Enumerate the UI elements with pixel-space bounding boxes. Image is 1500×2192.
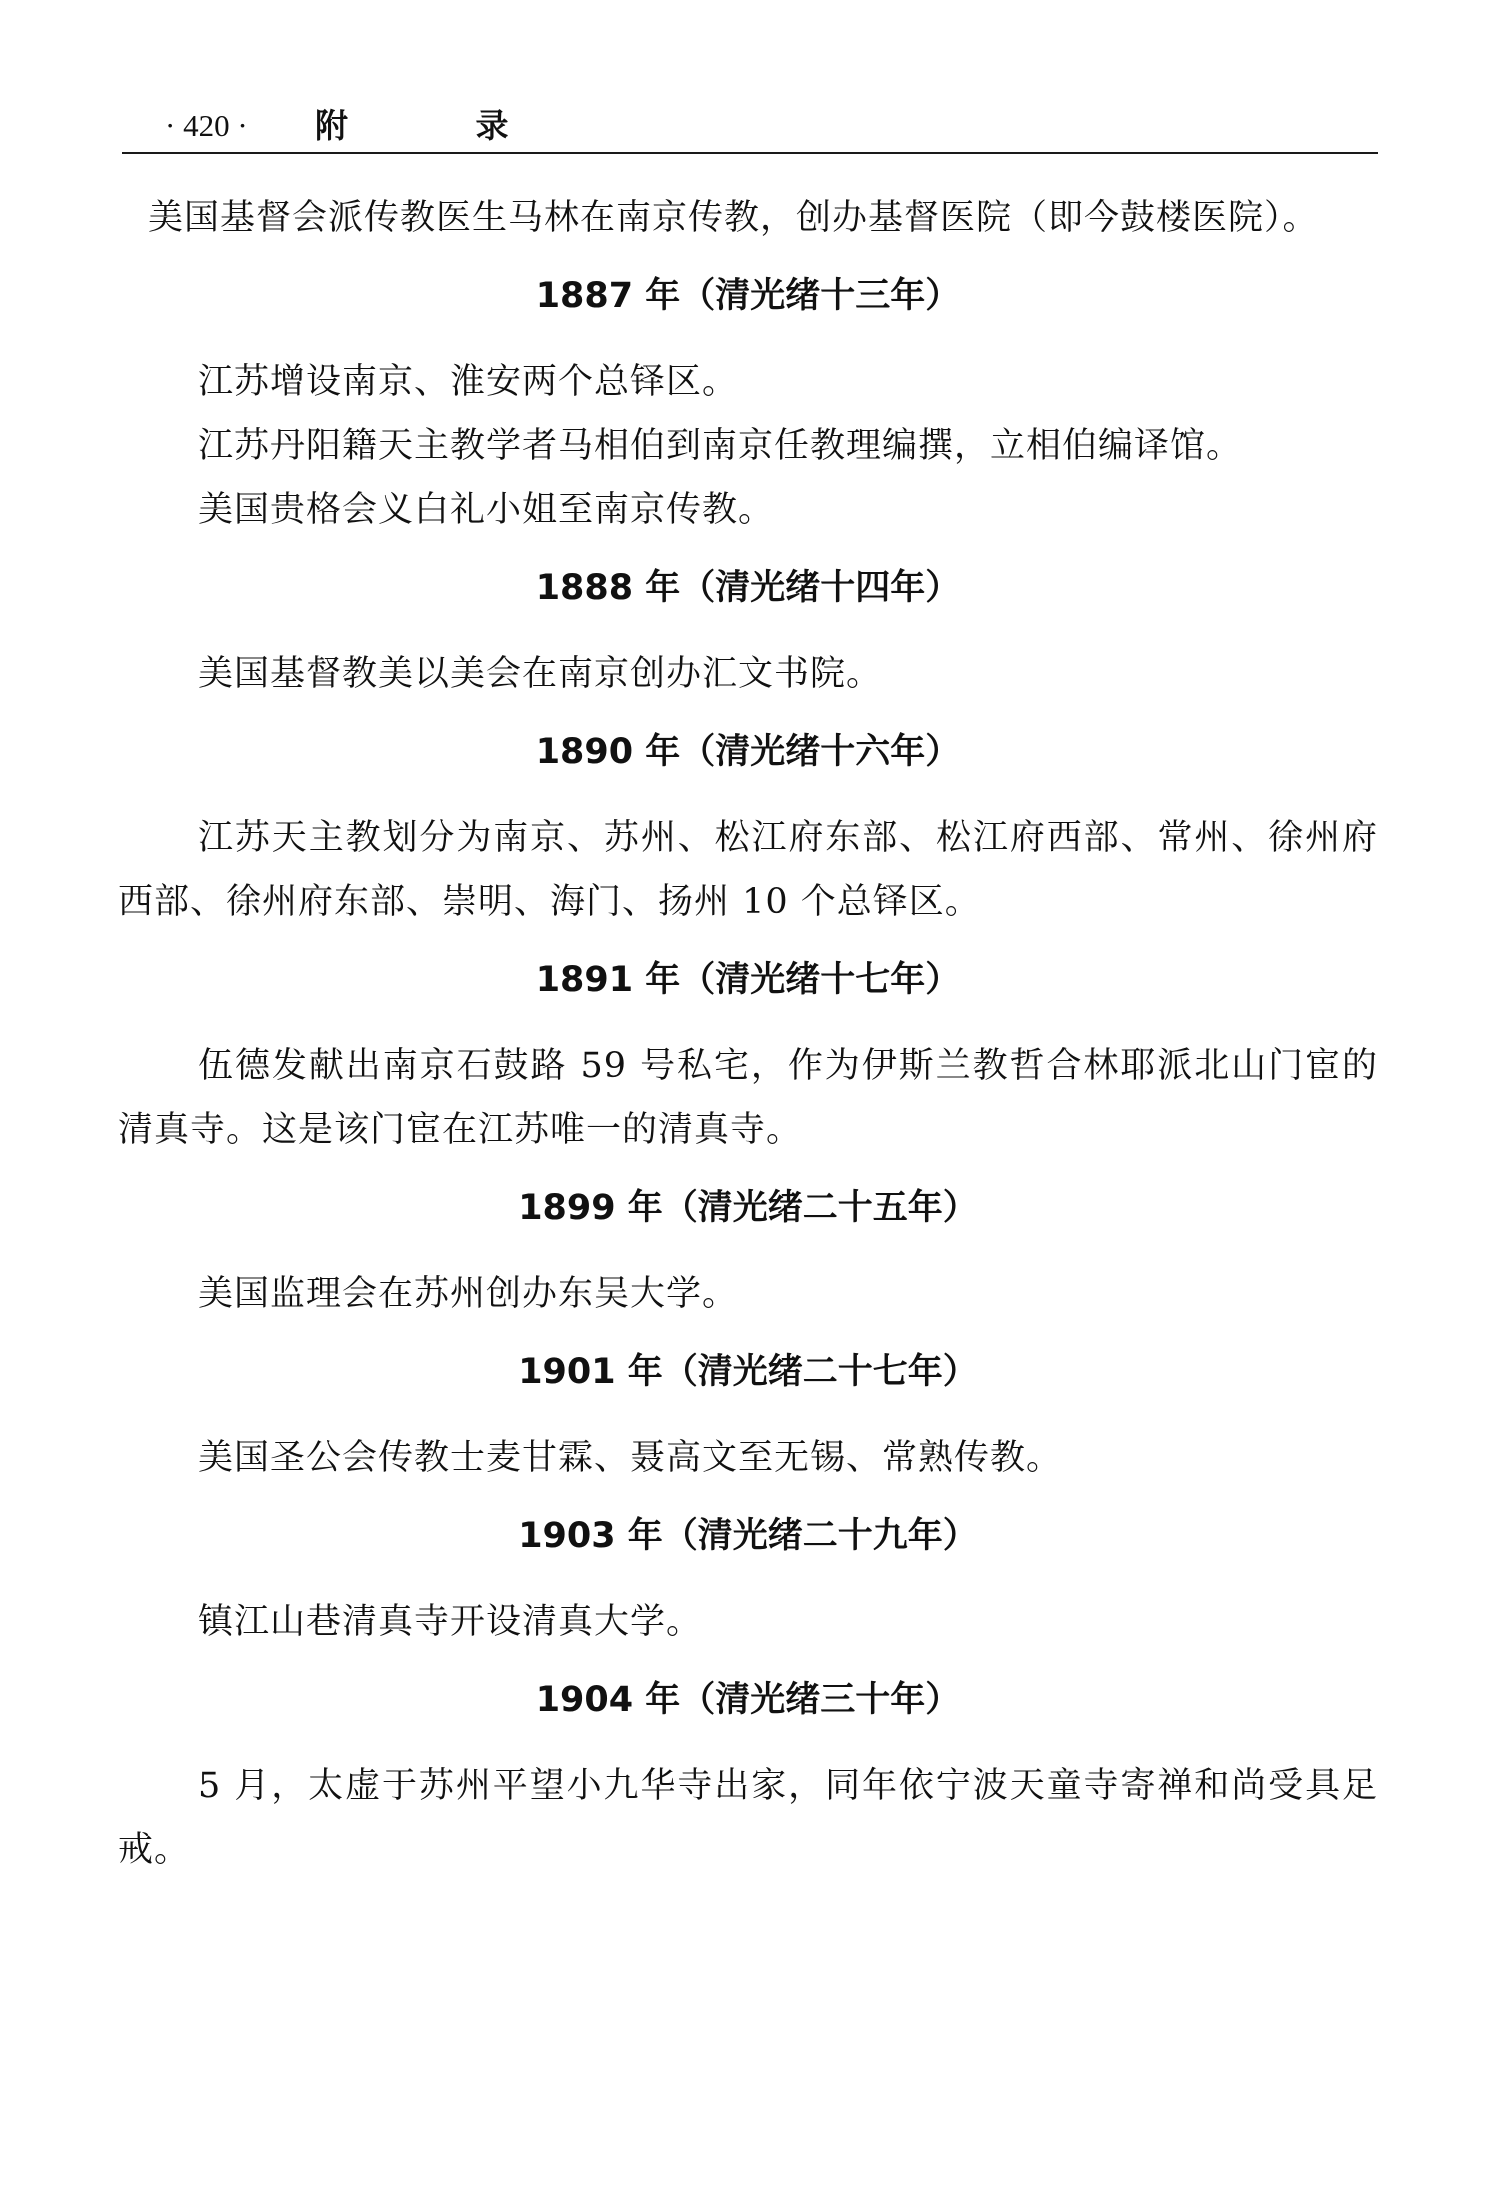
paragraph: 美国基督教美以美会在南京创办汇文书院。 xyxy=(198,654,883,694)
paragraph: 5 月，太虚于苏州平望小九华寺出家，同年依宁波天童寺寄禅和尚受具足戒。 xyxy=(118,1766,1378,1870)
year-heading: 1887 年（清光绪十三年） xyxy=(535,276,961,316)
year-heading: 1888 年（清光绪十四年） xyxy=(535,568,961,608)
paragraph: 美国贵格会义白礼小姐至南京传教。 xyxy=(198,490,775,530)
year-heading: 1903 年（清光绪二十九年） xyxy=(518,1516,978,1556)
page-number: · 420 · xyxy=(165,108,248,143)
paragraph: 伍德发献出南京石鼓路 59 号私宅，作为伊斯兰教哲合林耶派北山门宦的清真寺。这是该门宦在江苏唯一的清真寺。 xyxy=(118,1046,1378,1150)
paragraph: 镇江山巷清真寺开设清真大学。 xyxy=(198,1602,703,1642)
paragraph: 美国圣公会传教士麦甘霖、聂高文至无锡、常熟传教。 xyxy=(198,1438,1063,1478)
paragraph: 江苏增设南京、淮安两个总铎区。 xyxy=(198,362,739,402)
paragraph: 江苏天主教划分为南京、苏州、松江府东部、松江府西部、常州、徐州府西部、徐州府东部、崇明、海门、扬州 10 个总铎区。 xyxy=(118,818,1378,922)
running-header xyxy=(125,100,1375,160)
year-heading: 1890 年（清光绪十六年） xyxy=(535,732,961,772)
page-body xyxy=(118,186,1378,1882)
year-heading: 1904 年（清光绪三十年） xyxy=(535,1680,961,1720)
year-heading: 1891 年（清光绪十七年） xyxy=(535,960,961,1000)
year-heading: 1899 年（清光绪二十五年） xyxy=(518,1188,978,1228)
paragraph: 江苏丹阳籍天主教学者马相伯到南京任教理编撰，立相伯编译馆。 xyxy=(198,426,1243,466)
section-title: 附 录 xyxy=(315,106,567,145)
year-heading: 1901 年（清光绪二十七年） xyxy=(518,1352,978,1392)
paragraph: 美国监理会在苏州创办东吴大学。 xyxy=(198,1274,739,1314)
header-rule xyxy=(122,152,1378,154)
paragraph: 美国基督会派传教医生马林在南京传教，创办基督医院（即今鼓楼医院）。 xyxy=(148,198,1319,238)
